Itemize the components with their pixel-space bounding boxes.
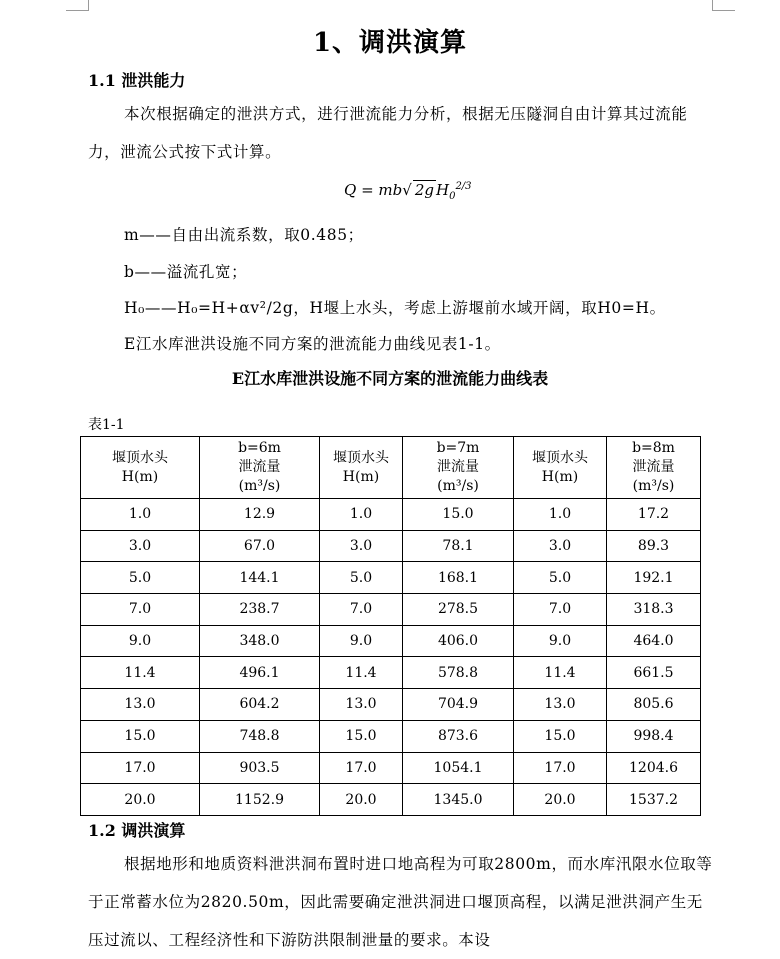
table-row: 5.0 144.1 5.0 168.1 5.0 192.1: [81, 562, 701, 594]
page-corner-mark-left: [66, 0, 89, 11]
table-reference: E江水库泄洪设施不同方案的泄流能力曲线见表1-1。: [124, 335, 501, 353]
formula-h-sub: 0: [449, 191, 456, 202]
discharge-capacity-table: [80, 436, 701, 816]
table-row: 3.0 67.0 3.0 78.1 3.0 89.3: [81, 530, 701, 562]
header-discharge-b7: b=7m 泄流量 (m³/s): [403, 437, 514, 499]
table-row: 9.0 348.0 9.0 406.0 9.0 464.0: [81, 625, 701, 657]
formula-lhs: Q: [344, 181, 357, 199]
definition-b: b——溢流孔宽；: [124, 263, 248, 281]
page-corner-mark-right: [712, 0, 735, 11]
section-heading-1-1: 1.1 泄洪能力: [88, 71, 186, 90]
table-row: 13.0 604.2 13.0 704.9 13.0 805.6: [81, 689, 701, 721]
table-title: E江水库泄洪设施不同方案的泄流能力曲线表: [231, 369, 549, 388]
table-row: 7.0 238.7 7.0 278.5 7.0 318.3: [81, 594, 701, 626]
table-row: 11.4 496.1 11.4 578.8 11.4 661.5: [81, 657, 701, 689]
page-title: 1、调洪演算: [312, 28, 468, 58]
table-row: 1.0 12.9 1.0 15.0 1.0 17.2: [81, 499, 701, 531]
formula-radicand: 2g: [414, 181, 434, 199]
table-row: 20.0 1152.9 20.0 1345.0 20.0 1537.2: [81, 784, 701, 816]
formula-eq: = mb: [356, 181, 403, 199]
discharge-formula: Q = mb√ 2g $H_0^{2/3}$: [344, 181, 472, 202]
table-header-row: [81, 437, 701, 499]
header-discharge-b6: b=6m 泄流量 (m³/s): [200, 437, 320, 499]
header-head-h-7m: 堰顶水头 H(m): [320, 437, 403, 499]
table-label: 表1-1: [88, 417, 125, 433]
formula-exponent: 2/3: [455, 181, 472, 192]
definition-h0: H₀——H₀=H+αv²/2g，H堰上水头，考虑上游堰前水域开阔，取H0=H。: [124, 299, 666, 317]
header-discharge-b8: b=8m 泄流量 (m³/s): [607, 437, 701, 499]
section-heading-1-2: 1.2 调洪演算: [88, 821, 186, 840]
section-1-1-paragraph: 本次根据确定的泄洪方式，进行泄流能力分析，根据无压隧洞自由计算其过流能力，泄流公式按下式计算。: [88, 105, 688, 161]
table-row: 15.0 748.8 15.0 873.6 15.0 998.4: [81, 720, 701, 752]
definition-m: m——自由出流系数，取0.485；: [124, 226, 364, 244]
header-head-h-6m: 堰顶水头 H(m): [81, 437, 200, 499]
section-1-2-paragraph: 根据地形和地质资料泄洪洞布置时进口地高程为可取2800m，而水库汛限水位取等于正常蓄水位为2820.50m，因此需要确定泄洪洞进口堰顶高程，以满足泄洪洞产生无压过流以、工程经济性和下游防洪限制泄量的要求。本设: [88, 855, 713, 949]
formula-h: H: [435, 181, 450, 199]
header-head-h-8m: 堰顶水头 H(m): [514, 437, 607, 499]
table-row: 17.0 903.5 17.0 1054.1 17.0 1204.6: [81, 752, 701, 784]
